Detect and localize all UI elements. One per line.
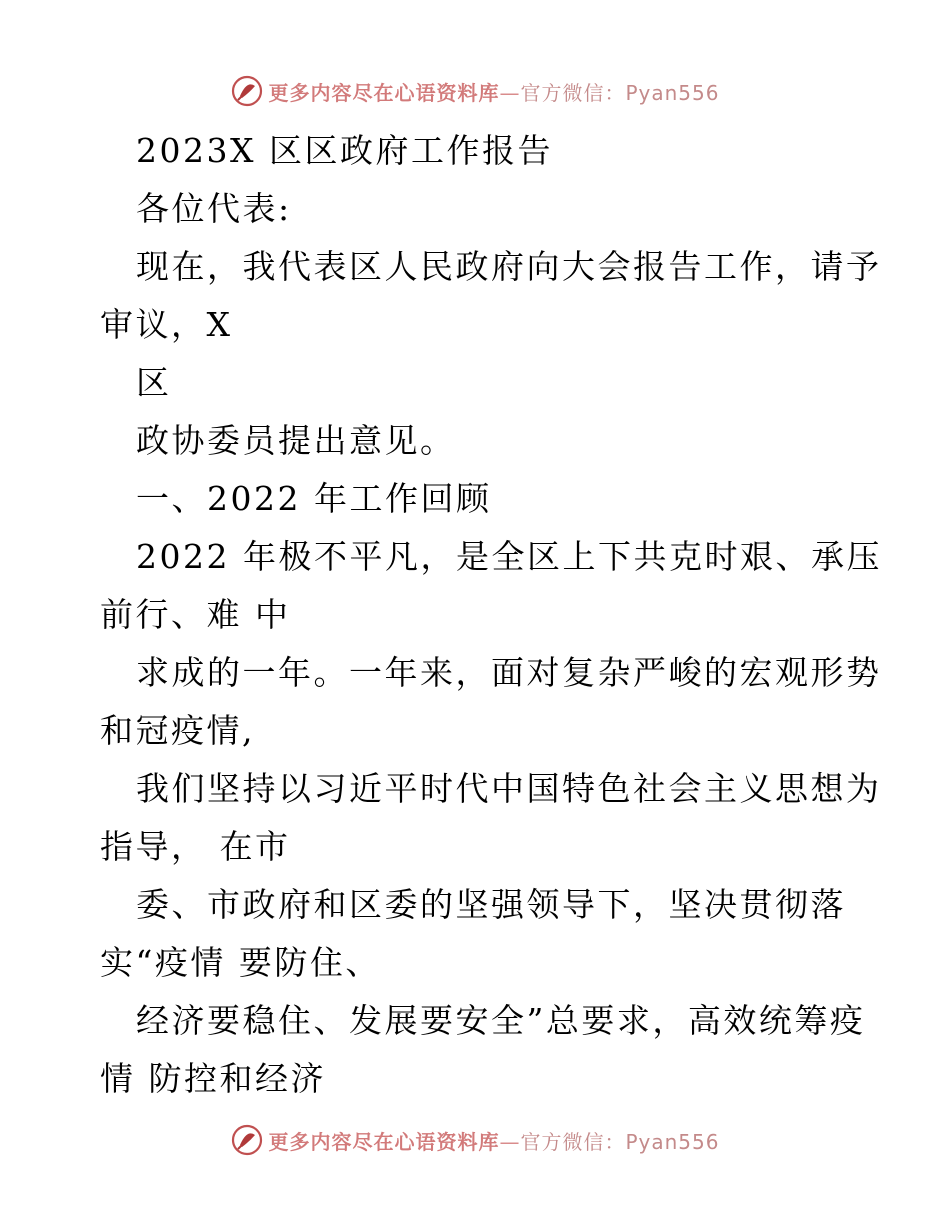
doc-line: 指导， 在市 [100,827,291,866]
doc-line: 审议，X [100,305,233,344]
doc-line: 实“疫情 要防住、 [100,943,381,982]
watermark-text [268,77,719,106]
header-watermark [0,71,950,111]
doc-section-heading: 一、2022 年工作回顾 [136,479,492,518]
doc-line: 求成的一年。一年来，面对复杂严峻的宏观形势 [136,653,882,692]
watermark-contact: 官方微信：Pyan556 [520,1129,720,1154]
doc-line: 前行、难 中 [100,595,291,634]
doc-line: 现在，我代表区人民政府向大会报告工作，请予 [136,247,882,286]
footer-watermark [0,1120,950,1160]
watermark-contact: 官方微信：Pyan556 [520,80,720,105]
doc-line: 区 [136,363,172,402]
doc-line: 和冠疫情, [100,711,255,750]
doc-line: 委、市政府和区委的坚强领导下，坚决贯彻落 [136,885,846,924]
watermark-separator: — [499,1129,521,1154]
watermark-brand: 更多内容尽在心语资料库 [268,1129,500,1154]
doc-line: 政协委员提出意见。 [136,421,456,460]
watermark-text [268,1126,719,1155]
doc-line: 情 防控和经济 [100,1059,326,1098]
doc-salutation: 各位代表: [136,189,292,228]
brand-logo-icon [230,1123,264,1157]
watermark-separator: — [499,80,521,105]
watermark-brand: 更多内容尽在心语资料库 [268,80,500,105]
doc-title: 2023X 区区政府工作报告 [136,131,553,170]
brand-logo-icon [230,74,264,108]
doc-line: 2022 年极不平凡，是全区上下共克时艰、承压 [136,537,882,576]
document-body [100,122,882,1108]
doc-line: 经济要稳住、发展要安全”总要求，高效统筹疫 [136,1001,866,1040]
doc-line: 我们坚持以习近平时代中国特色社会主义思想为 [136,769,882,808]
